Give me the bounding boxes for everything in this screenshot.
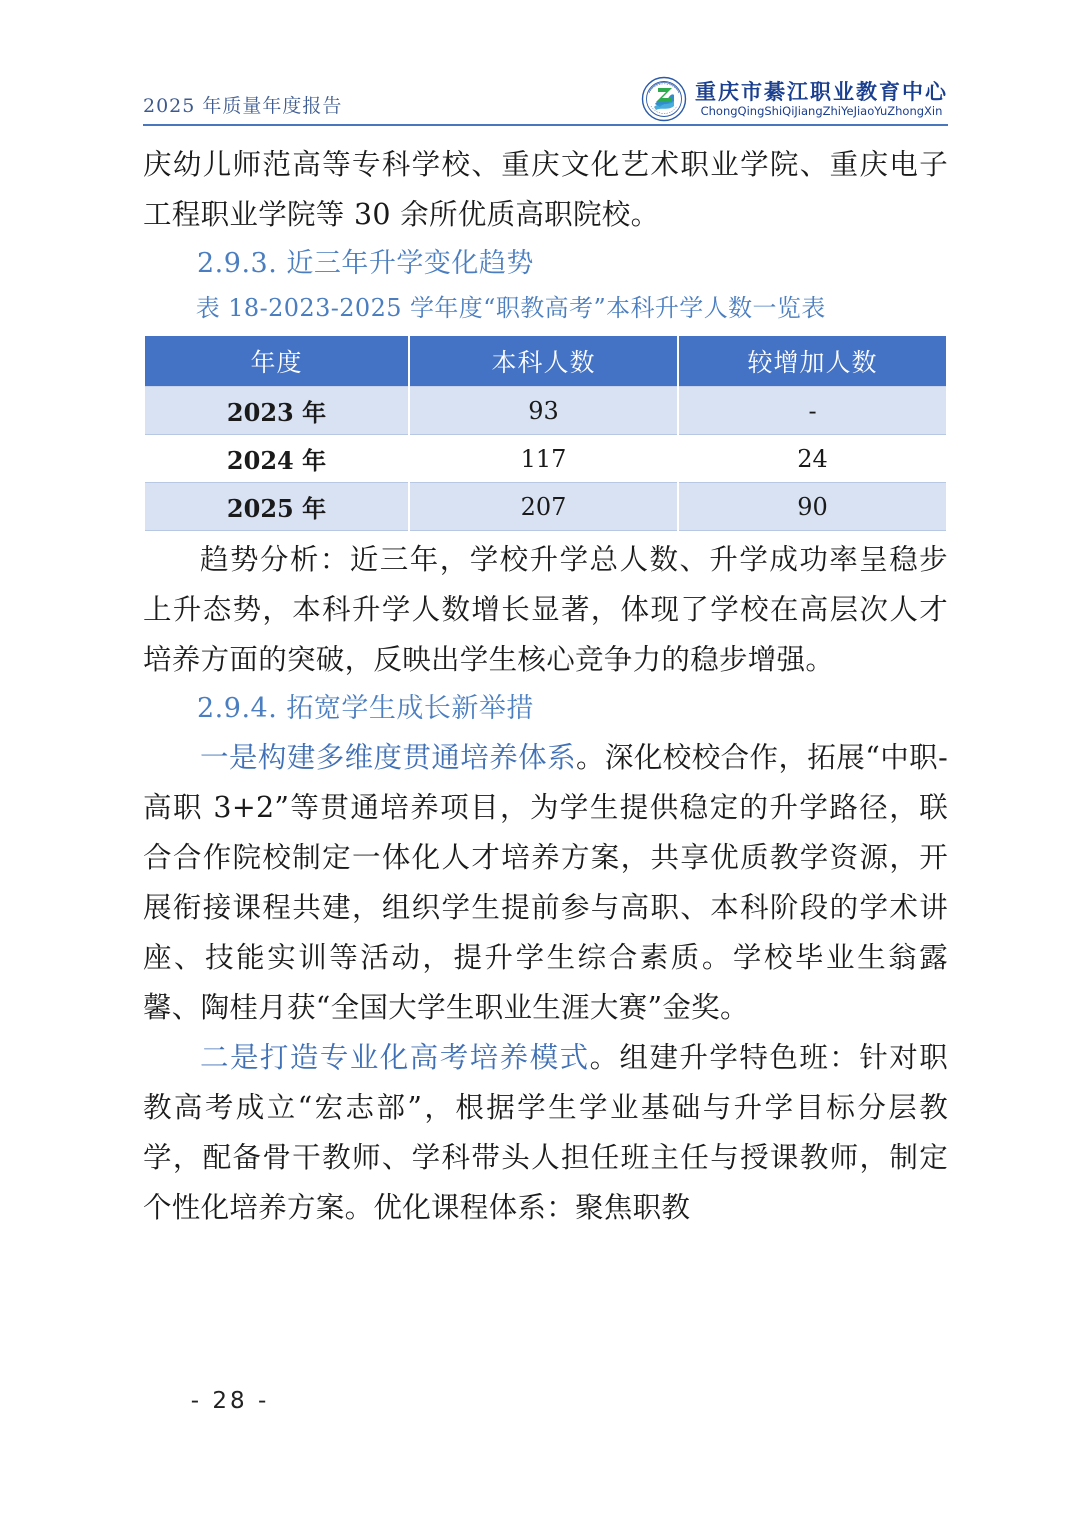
cell-year: 2025 年 bbox=[144, 483, 409, 531]
measure-one-body: 。深化校校合作，拓展“中职-高职 3+2”等贯通培养项目，为学生提供稳定的升学路径，联合合作院校制定一体化人才培养方案，共享优质教学资源，开展衔接课程共建，组织学生提前参与高职、本科阶段的学术讲座、技能实训等活动，提升学生综合素质。学校毕业生翁露馨、陶桂月获“全国大学生职业生涯大赛”金奖。 bbox=[143, 741, 948, 1024]
school-brand-text bbox=[695, 78, 948, 118]
cell-undergrad: 117 bbox=[409, 435, 678, 483]
school-name-cn: 重庆市綦江职业教育中心 bbox=[695, 78, 948, 104]
cell-undergrad: 207 bbox=[409, 483, 678, 531]
table-header-row bbox=[144, 336, 947, 387]
header-report-title: 2025 年质量年度报告 bbox=[143, 95, 343, 117]
page-number: - 28 - bbox=[190, 1388, 270, 1414]
table-caption: 表 18-2023-2025 学年度“职教高考”本科升学人数一览表 bbox=[195, 294, 826, 322]
paragraph-trend-analysis: 趋势分析：近三年，学校升学总人数、升学成功率呈稳步上升态势，本科升学人数增长显著，体现了学校在高层次人才培养方面的突破，反映出学生核心竞争力的稳步增强。 bbox=[143, 543, 948, 676]
measure-two-body: 。组建升学特色班：针对职教高考成立“宏志部”，根据学生学业基础与升学目标分层教学，配备骨干教师、学科带头人担任班主任与授课教师，制定个性化培养方案。优化课程体系：聚焦职教 bbox=[143, 1041, 948, 1224]
cell-year: 2023 年 bbox=[144, 387, 409, 435]
enrollment-table bbox=[143, 336, 948, 531]
paragraph-measure-two bbox=[143, 1033, 948, 1233]
page-header bbox=[143, 62, 948, 124]
header-divider bbox=[143, 124, 948, 126]
school-brand bbox=[641, 76, 948, 124]
document-content bbox=[143, 140, 948, 1233]
table-row bbox=[144, 435, 947, 483]
cell-increase: - bbox=[678, 387, 947, 435]
paragraph-continued: 庆幼儿师范高等专科学校、重庆文化艺术职业学院、重庆电子工程职业学院等 30 余所优质高职院校。 bbox=[143, 148, 948, 231]
school-name-pinyin: ChongQingShiQiJiangZhiYeJiaoYuZhongXin bbox=[700, 103, 943, 118]
section-heading-2-9-3: 2.9.3. 近三年升学变化趋势 bbox=[197, 248, 534, 279]
paragraph-measure-one bbox=[143, 733, 948, 1033]
table-row bbox=[144, 483, 947, 531]
cell-year: 2024 年 bbox=[144, 435, 409, 483]
section-heading-2-9-4: 2.9.4. 拓宽学生成长新举措 bbox=[197, 693, 534, 724]
cell-increase: 90 bbox=[678, 483, 947, 531]
cell-undergrad: 93 bbox=[409, 387, 678, 435]
column-header-undergrad: 本科人数 bbox=[409, 336, 678, 387]
column-header-year: 年度 bbox=[144, 336, 409, 387]
school-logo-icon bbox=[641, 76, 687, 122]
measure-two-lead: 二是打造专业化高考培养模式 bbox=[200, 1041, 590, 1074]
table-row bbox=[144, 387, 947, 435]
cell-increase: 24 bbox=[678, 435, 947, 483]
column-header-increase: 较增加人数 bbox=[678, 336, 947, 387]
measure-one-lead: 一是构建多维度贯通培养体系 bbox=[200, 741, 576, 774]
